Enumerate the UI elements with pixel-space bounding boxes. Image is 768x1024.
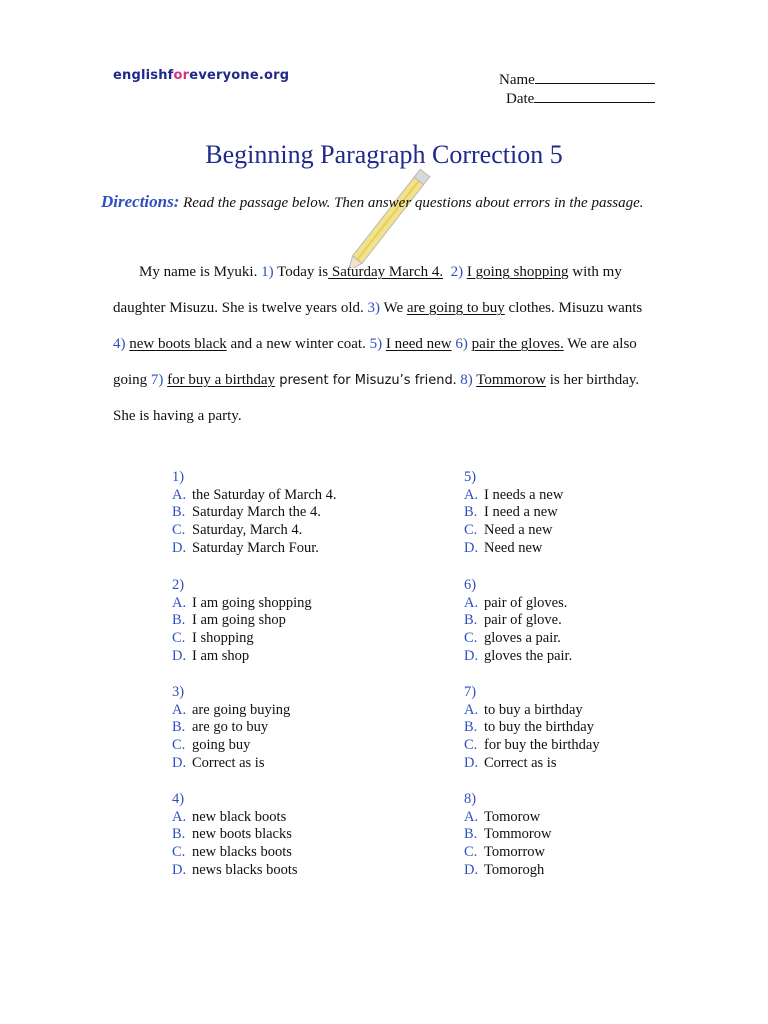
option-text: I am going shopping: [192, 594, 312, 611]
option-text: I shopping: [192, 630, 254, 647]
option-d[interactable]: [172, 755, 290, 773]
option-text: going buy: [192, 737, 251, 754]
option-d[interactable]: [464, 755, 600, 773]
passage-text: Today is: [273, 264, 329, 280]
option-d[interactable]: [464, 862, 551, 880]
passage-line-5: [113, 408, 242, 425]
directions-label: Directions:: [101, 192, 180, 211]
option-text: Saturday March the 4.: [192, 504, 321, 521]
option-letter: B.: [464, 719, 478, 736]
question-5: [464, 469, 563, 558]
option-letter: A.: [172, 486, 187, 503]
option-b[interactable]: [172, 826, 298, 844]
option-d[interactable]: [464, 540, 563, 558]
page-title: Beginning Paragraph Correction 5: [205, 140, 563, 169]
option-d[interactable]: [464, 648, 572, 666]
option-a[interactable]: [172, 487, 337, 505]
option-b[interactable]: [172, 504, 337, 522]
directions-text: Read the passage below. Then answer questions about errors in the passage.: [183, 195, 644, 211]
name-label: Name: [499, 72, 535, 88]
option-letter: A.: [172, 808, 187, 825]
question-number: 5): [464, 469, 477, 485]
option-letter: B.: [172, 612, 186, 629]
option-letter: B.: [464, 826, 478, 843]
option-letter: A.: [172, 594, 187, 611]
question-number: 1): [172, 469, 185, 485]
name-line[interactable]: [535, 70, 655, 84]
question-number: 7): [464, 684, 477, 700]
option-letter: A.: [172, 701, 187, 718]
question-2: [172, 577, 312, 666]
option-text: for buy the birthday: [484, 737, 600, 754]
passage-text: is her birthday.: [545, 372, 640, 388]
error-number: 4): [113, 336, 126, 352]
option-letter: B.: [464, 504, 478, 521]
option-letter: D.: [172, 647, 187, 664]
option-letter: B.: [172, 504, 186, 521]
option-b[interactable]: [172, 612, 312, 630]
pencil-icon: [340, 158, 450, 268]
option-letter: C.: [464, 630, 478, 647]
passage-line-1: [139, 264, 622, 281]
date-line[interactable]: [534, 89, 655, 103]
option-text: news blacks boots: [192, 861, 298, 878]
option-text: Correct as is: [484, 754, 557, 771]
option-a[interactable]: [464, 809, 551, 827]
option-text: Saturday March Four.: [192, 539, 319, 556]
option-text: are go to buy: [192, 719, 269, 736]
option-letter: D.: [464, 861, 479, 878]
option-letter: C.: [464, 844, 478, 861]
option-text: new black boots: [192, 808, 287, 825]
error-number: 5): [369, 336, 383, 352]
passage-text: clothes. Misuzu wants: [504, 300, 643, 316]
site-logo: [113, 68, 289, 83]
option-text: pair of glove.: [484, 612, 562, 629]
option-d[interactable]: [172, 862, 298, 880]
option-letter: D.: [172, 861, 187, 878]
option-b[interactable]: [464, 612, 572, 630]
error-phrase: I need new: [385, 336, 452, 352]
option-c[interactable]: [172, 737, 290, 755]
option-text: I am shop: [192, 647, 250, 664]
error-phrase: for buy a birthday: [167, 372, 276, 388]
error-number: 7): [150, 372, 164, 388]
error-phrase: new boots black: [129, 336, 227, 352]
option-text: gloves a pair.: [484, 630, 561, 647]
error-number: 2): [450, 264, 464, 280]
option-letter: D.: [172, 754, 187, 771]
passage-text: with my: [568, 264, 622, 280]
passage-text: We: [380, 300, 407, 316]
option-letter: C.: [172, 844, 186, 861]
error-number: 6): [455, 336, 468, 352]
question-1: [172, 469, 337, 558]
option-text: I am going shop: [192, 612, 286, 629]
option-text: Tommorow: [484, 826, 552, 843]
error-number: 1): [261, 264, 274, 280]
option-letter: C.: [464, 737, 478, 754]
option-a[interactable]: [172, 809, 298, 827]
question-number: 4): [172, 791, 185, 807]
passage-text: present for Misuzu’s friend: [275, 373, 453, 388]
option-letter: A.: [464, 486, 479, 503]
option-text: pair of gloves.: [484, 594, 568, 611]
option-letter: D.: [464, 647, 479, 664]
option-letter: C.: [172, 630, 186, 647]
option-a[interactable]: [464, 595, 572, 613]
option-text: I need a new: [484, 504, 558, 521]
question-4: [172, 791, 298, 880]
option-text: Need new: [484, 539, 543, 556]
option-a[interactable]: [464, 702, 600, 720]
passage-text: daughter Misuzu. She is twelve years old.: [113, 300, 368, 316]
error-phrase: Saturday March 4.: [328, 264, 444, 280]
option-c[interactable]: [464, 737, 600, 755]
question-3: [172, 684, 290, 773]
option-letter: D.: [464, 539, 479, 556]
option-c[interactable]: [172, 630, 312, 648]
option-text: new boots blacks: [192, 826, 292, 843]
date-field[interactable]: [506, 89, 655, 108]
option-letter: B.: [464, 612, 478, 629]
option-b[interactable]: [464, 719, 600, 737]
passage-text: She is having a party.: [113, 408, 242, 424]
logo-text-part1: englishf: [113, 68, 174, 83]
option-text: Need a new: [484, 522, 553, 539]
option-text: to buy the birthday: [484, 719, 594, 736]
question-number: 8): [464, 791, 477, 807]
option-text: I needs a new: [484, 486, 564, 503]
option-b[interactable]: [464, 826, 551, 844]
directions: [101, 192, 644, 212]
logo-text-part3: everyone.org: [189, 68, 290, 83]
option-b[interactable]: [464, 504, 563, 522]
name-field[interactable]: [499, 70, 655, 89]
option-letter: C.: [172, 522, 186, 539]
option-a[interactable]: [172, 702, 290, 720]
option-letter: A.: [464, 808, 479, 825]
error-phrase: are going to buy: [406, 300, 505, 316]
option-letter: B.: [172, 719, 186, 736]
passage-text: My name is Myuki.: [139, 264, 262, 280]
question-7: [464, 684, 600, 773]
option-text: are going buying: [192, 701, 291, 718]
option-text: the Saturday of March 4.: [192, 486, 337, 503]
option-text: gloves the pair.: [484, 647, 573, 664]
error-phrase: pair the gloves.: [471, 336, 564, 352]
option-c[interactable]: [464, 844, 551, 862]
passage-text: going: [113, 372, 151, 388]
option-letter: C.: [464, 522, 478, 539]
option-c[interactable]: [464, 630, 572, 648]
logo-text-part2: or: [173, 68, 190, 83]
question-number: 2): [172, 577, 185, 593]
passage-line-4: [113, 372, 639, 389]
error-phrase: I going shopping: [466, 264, 569, 280]
date-label: Date: [506, 91, 535, 107]
option-letter: A.: [464, 594, 479, 611]
option-text: Correct as is: [192, 754, 265, 771]
option-text: Tomorrow: [484, 844, 546, 861]
question-8: [464, 791, 551, 880]
option-text: Tomorow: [484, 808, 541, 825]
option-letter: A.: [464, 701, 479, 718]
error-number: 3): [367, 300, 381, 316]
option-text: Saturday, March 4.: [192, 522, 303, 539]
option-c[interactable]: [172, 844, 298, 862]
passage-text: .: [452, 372, 457, 388]
option-letter: D.: [464, 754, 479, 771]
option-letter: D.: [172, 539, 187, 556]
option-c[interactable]: [172, 522, 337, 540]
option-d[interactable]: [172, 648, 312, 666]
option-a[interactable]: [464, 487, 563, 505]
option-text: to buy a birthday: [484, 701, 583, 718]
option-letter: C.: [172, 737, 186, 754]
question-6: [464, 577, 572, 666]
option-a[interactable]: [172, 595, 312, 613]
question-number: 3): [172, 684, 185, 700]
option-c[interactable]: [464, 522, 563, 540]
option-text: new blacks boots: [192, 844, 292, 861]
option-b[interactable]: [172, 719, 290, 737]
option-text: Tomorogh: [484, 861, 545, 878]
question-number: 6): [464, 577, 477, 593]
error-number: 8): [460, 372, 473, 388]
error-phrase: Tommorow: [476, 372, 546, 388]
passage-text: and a new winter coat.: [226, 336, 370, 352]
option-letter: B.: [172, 826, 186, 843]
option-d[interactable]: [172, 540, 337, 558]
passage-line-2: [113, 300, 642, 317]
passage-line-3: [113, 336, 637, 353]
passage-text: We are also: [563, 336, 637, 352]
